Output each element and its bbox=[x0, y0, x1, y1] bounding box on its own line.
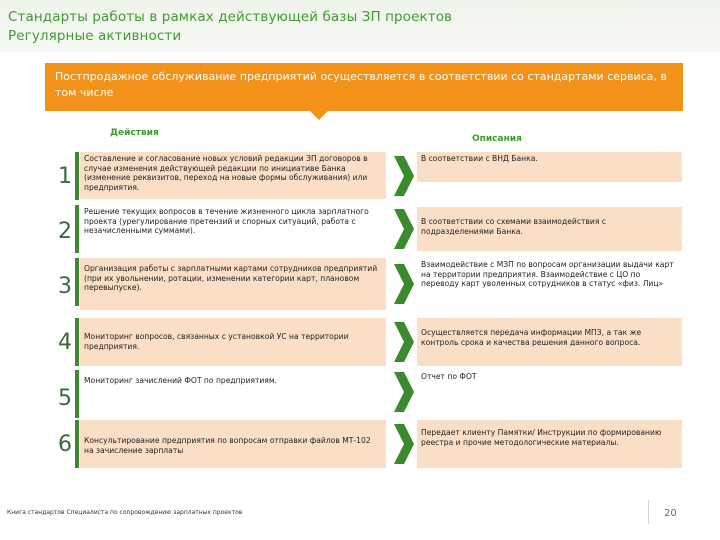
row-number: 3 bbox=[58, 274, 72, 299]
row-number: 2 bbox=[58, 219, 72, 244]
row-number: 1 bbox=[58, 164, 72, 189]
row-marker bbox=[75, 420, 79, 468]
description-text: В соответствии со схемами взаимодействия с подразделениями Банка. bbox=[417, 207, 682, 251]
description-text: Осуществляется передача информации МПЗ, а так же контроль срока и качества решения данного вопроса. bbox=[417, 318, 682, 366]
row-number: 4 bbox=[58, 330, 72, 355]
table-row bbox=[0, 258, 720, 306]
action-text: Консультирование предприятия по вопросам отправки файлов МТ-102 на зачисление зарплаты bbox=[80, 420, 386, 468]
actions-column-header: Действия bbox=[110, 128, 159, 138]
chevron-right-icon bbox=[392, 372, 414, 412]
description-text: В соответствии с ВНД Банка. bbox=[417, 152, 682, 182]
action-text: Решение текущих вопросов в течение жизненного цикла зарплатного проекта (урегулирование претензий и спорных ситуаций, работа с незачисленными суммами). bbox=[80, 205, 386, 257]
page-number: 20 bbox=[664, 508, 677, 519]
footer-note: Книга стандартов Специалиста по сопровождению зарплатных проектов bbox=[7, 509, 243, 516]
row-marker bbox=[75, 205, 79, 253]
action-text: Мониторинг вопросов, связанных с установкой УС на территории предприятия. bbox=[80, 318, 386, 366]
page-subtitle: Регулярные активности bbox=[8, 28, 182, 44]
page-title: Стандарты работы в рамках действующей базы ЗП проектов bbox=[8, 9, 453, 25]
chevron-right-icon bbox=[392, 156, 414, 196]
table-row bbox=[0, 370, 720, 418]
banner-pointer bbox=[310, 111, 328, 120]
row-marker bbox=[75, 258, 79, 306]
chevron-right-icon bbox=[392, 264, 414, 304]
table-row bbox=[0, 205, 720, 253]
action-text: Организация работы с зарплатными картами сотрудников предприятий (при их увольнении, ротации, изменении категории карт, плановом перевыпуске). bbox=[80, 258, 386, 310]
chevron-right-icon bbox=[392, 424, 414, 464]
intro-banner-text: Постпродажное обслуживание предприятий осуществляется в соответствии со стандартами сервиса, в том числе bbox=[55, 70, 667, 99]
action-text: Мониторинг зачислений ФОТ по предприятиям. bbox=[80, 370, 386, 414]
chevron-right-icon bbox=[392, 209, 414, 249]
description-text: Взаимодействие с МЗП по вопросам организации выдачи карт на территории предприятия. Взаимодействие с ЦО по переводу карт уволенных сотрудников в статус «физ. Лиц» bbox=[417, 258, 682, 308]
divider bbox=[648, 500, 649, 524]
header bbox=[0, 0, 720, 52]
row-marker bbox=[75, 318, 79, 366]
table-row bbox=[0, 318, 720, 366]
description-text: Отчет по ФОТ bbox=[417, 370, 682, 410]
row-marker bbox=[75, 370, 79, 418]
row-marker bbox=[75, 152, 79, 200]
row-number: 6 bbox=[58, 432, 72, 457]
description-text: Передает клиенту Памятки/ Инструкции по формированию реестра и прочие методологические материалы. bbox=[417, 420, 682, 468]
action-text: Составление и согласование новых условий редакции ЗП договоров в случае изменения действующей редакции по инициативе Банка (изменение реквизитов, переход на новые формы обслуживания) или предприятия. bbox=[80, 152, 386, 199]
table-row bbox=[0, 420, 720, 468]
table-row bbox=[0, 152, 720, 200]
descriptions-column-header: Описания bbox=[472, 134, 522, 144]
row-number: 5 bbox=[58, 386, 72, 411]
intro-banner bbox=[45, 63, 683, 111]
chevron-right-icon bbox=[392, 322, 414, 362]
